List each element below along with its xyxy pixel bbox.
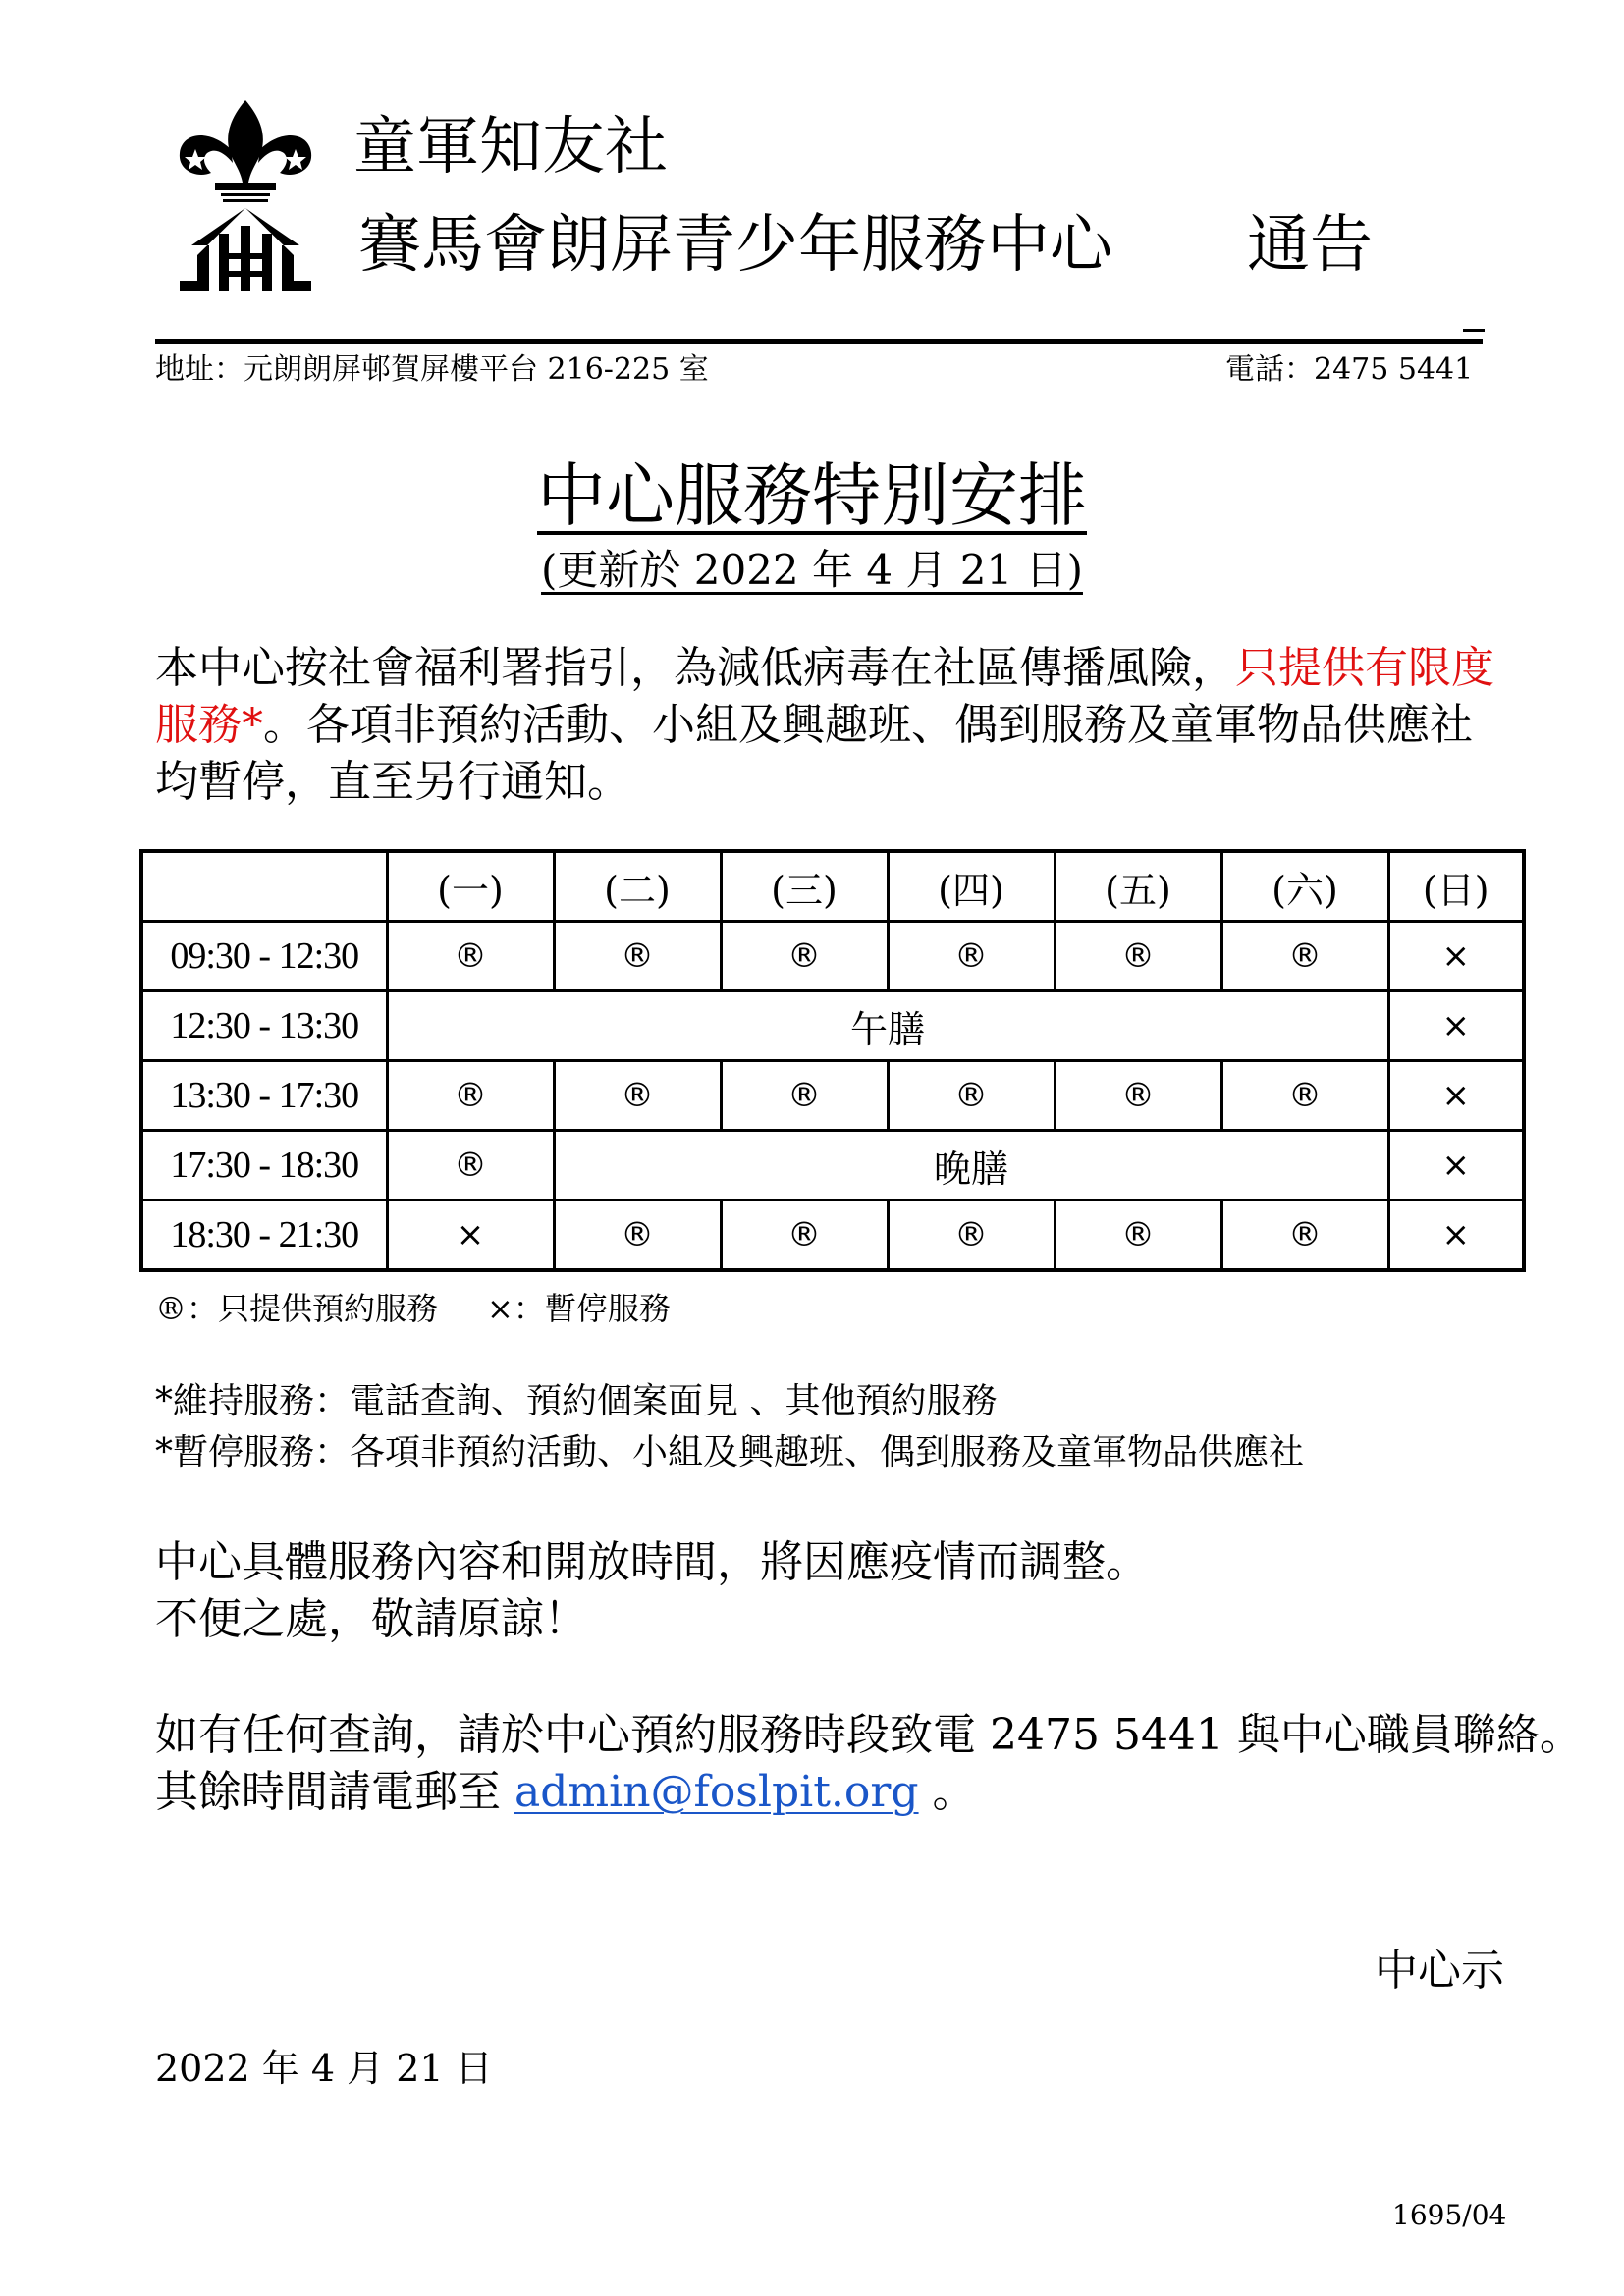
slot-status: ® bbox=[1221, 1061, 1388, 1131]
document-number: 1695/04 bbox=[1392, 2199, 1507, 2231]
slot-status: ® bbox=[721, 1201, 888, 1271]
slot-status: ® bbox=[554, 1201, 721, 1271]
day-header: (六) bbox=[1221, 851, 1388, 922]
slot-status: ® bbox=[387, 922, 554, 991]
notice-label: 通告 bbox=[1247, 209, 1373, 282]
enquiry-prefix: 其餘時間請電郵至 bbox=[155, 1767, 514, 1817]
email-link[interactable]: admin@foslpit.org bbox=[514, 1767, 919, 1817]
slot-status: × bbox=[1388, 1131, 1524, 1201]
header-divider bbox=[155, 339, 1483, 344]
slot-status: × bbox=[1388, 1061, 1524, 1131]
dinner-break: 晚膳 bbox=[554, 1131, 1388, 1201]
slot-status: × bbox=[1388, 1201, 1524, 1271]
maintained-services-note: *維持服務：電話查詢、預約個案面見 、其他預約服務 bbox=[155, 1381, 998, 1421]
slot-status: ® bbox=[721, 1061, 888, 1131]
table-header-row bbox=[141, 851, 1524, 922]
table-row bbox=[141, 1201, 1524, 1271]
day-header: (一) bbox=[387, 851, 554, 922]
enquiry-line-2 bbox=[155, 1767, 976, 1817]
slot-status: ® bbox=[1221, 922, 1388, 991]
address: 地址：元朗朗屏邨賀屏樓平台 216-225 室 bbox=[155, 352, 709, 387]
header-divider-tick bbox=[1463, 329, 1485, 332]
slot-status: ® bbox=[1055, 922, 1221, 991]
table-row bbox=[141, 991, 1524, 1061]
slot-status: ® bbox=[888, 1201, 1055, 1271]
slot-status: ® bbox=[387, 1061, 554, 1131]
suspended-services-note: *暫停服務：各項非預約活動、小組及興趣班、偶到服務及童軍物品供應社 bbox=[155, 1432, 1305, 1472]
slot-status: × bbox=[1388, 922, 1524, 991]
time-slot: 17:30 - 18:30 bbox=[141, 1131, 387, 1201]
slot-status: × bbox=[1388, 991, 1524, 1061]
day-header: (五) bbox=[1055, 851, 1221, 922]
header-corner-cell bbox=[141, 851, 387, 922]
update-date-subtitle: (更新於 2022 年 4 月 21 日) bbox=[541, 546, 1083, 594]
closing-line-1: 中心具體服務內容和開放時間，將因應疫情而調整。 bbox=[155, 1537, 1149, 1587]
table-row bbox=[141, 1061, 1524, 1131]
day-header: (日) bbox=[1388, 851, 1524, 922]
organization-name: 童軍知友社 bbox=[353, 111, 668, 184]
table-row bbox=[141, 1131, 1524, 1201]
enquiry-suffix: 。 bbox=[918, 1767, 976, 1817]
slot-status: ® bbox=[387, 1131, 554, 1201]
legend-reserved: ®：只提供預約服務 bbox=[155, 1290, 439, 1327]
time-slot: 13:30 - 17:30 bbox=[141, 1061, 387, 1131]
slot-status: ® bbox=[888, 1061, 1055, 1131]
intro-paragraph bbox=[155, 640, 1500, 811]
signoff: 中心示 bbox=[1375, 1946, 1504, 1996]
slot-status: ® bbox=[1221, 1201, 1388, 1271]
enquiry-line-1: 如有任何查詢，請於中心預約服務時段致電 2475 5441 與中心職員聯絡。 bbox=[155, 1710, 1583, 1760]
intro-text-1: 本中心按社會福利署指引，為減低病毒在社區傳播風險， bbox=[155, 643, 1235, 693]
table-row bbox=[141, 922, 1524, 991]
day-header: (三) bbox=[721, 851, 888, 922]
notice-date: 2022 年 4 月 21 日 bbox=[155, 2047, 493, 2090]
lunch-break: 午膳 bbox=[387, 991, 1388, 1061]
time-slot: 09:30 - 12:30 bbox=[141, 922, 387, 991]
slot-status: ® bbox=[554, 922, 721, 991]
time-slot: 18:30 - 21:30 bbox=[141, 1201, 387, 1271]
slot-status: ® bbox=[1055, 1201, 1221, 1271]
phone-number: 電話：2475 5441 bbox=[1225, 352, 1474, 387]
schedule-table bbox=[139, 849, 1526, 1272]
time-slot: 12:30 - 13:30 bbox=[141, 991, 387, 1061]
scout-logo bbox=[172, 98, 319, 294]
slot-status: ® bbox=[888, 922, 1055, 991]
page-title: 中心服務特別安排 bbox=[537, 455, 1087, 536]
day-header: (二) bbox=[554, 851, 721, 922]
slot-status: ® bbox=[721, 922, 888, 991]
table-legend bbox=[155, 1290, 671, 1327]
slot-status: ® bbox=[554, 1061, 721, 1131]
slot-status: ® bbox=[1055, 1061, 1221, 1131]
day-header: (四) bbox=[888, 851, 1055, 922]
center-name: 賽馬會朗屏青少年服務中心 bbox=[358, 209, 1112, 282]
closing-line-2: 不便之處，敬請原諒！ bbox=[155, 1594, 587, 1644]
intro-text-2: 。各項非預約活動、小組及興趣班、偶到服務及童軍物品供應社均暫停，直至另行通知。 bbox=[155, 700, 1473, 807]
limited-service-highlight: 只提供有限度服務* bbox=[155, 643, 1494, 750]
legend-suspended: ×：暫停服務 bbox=[487, 1290, 671, 1327]
fleur-de-lis-icon bbox=[172, 98, 319, 294]
slot-status: × bbox=[387, 1201, 554, 1271]
